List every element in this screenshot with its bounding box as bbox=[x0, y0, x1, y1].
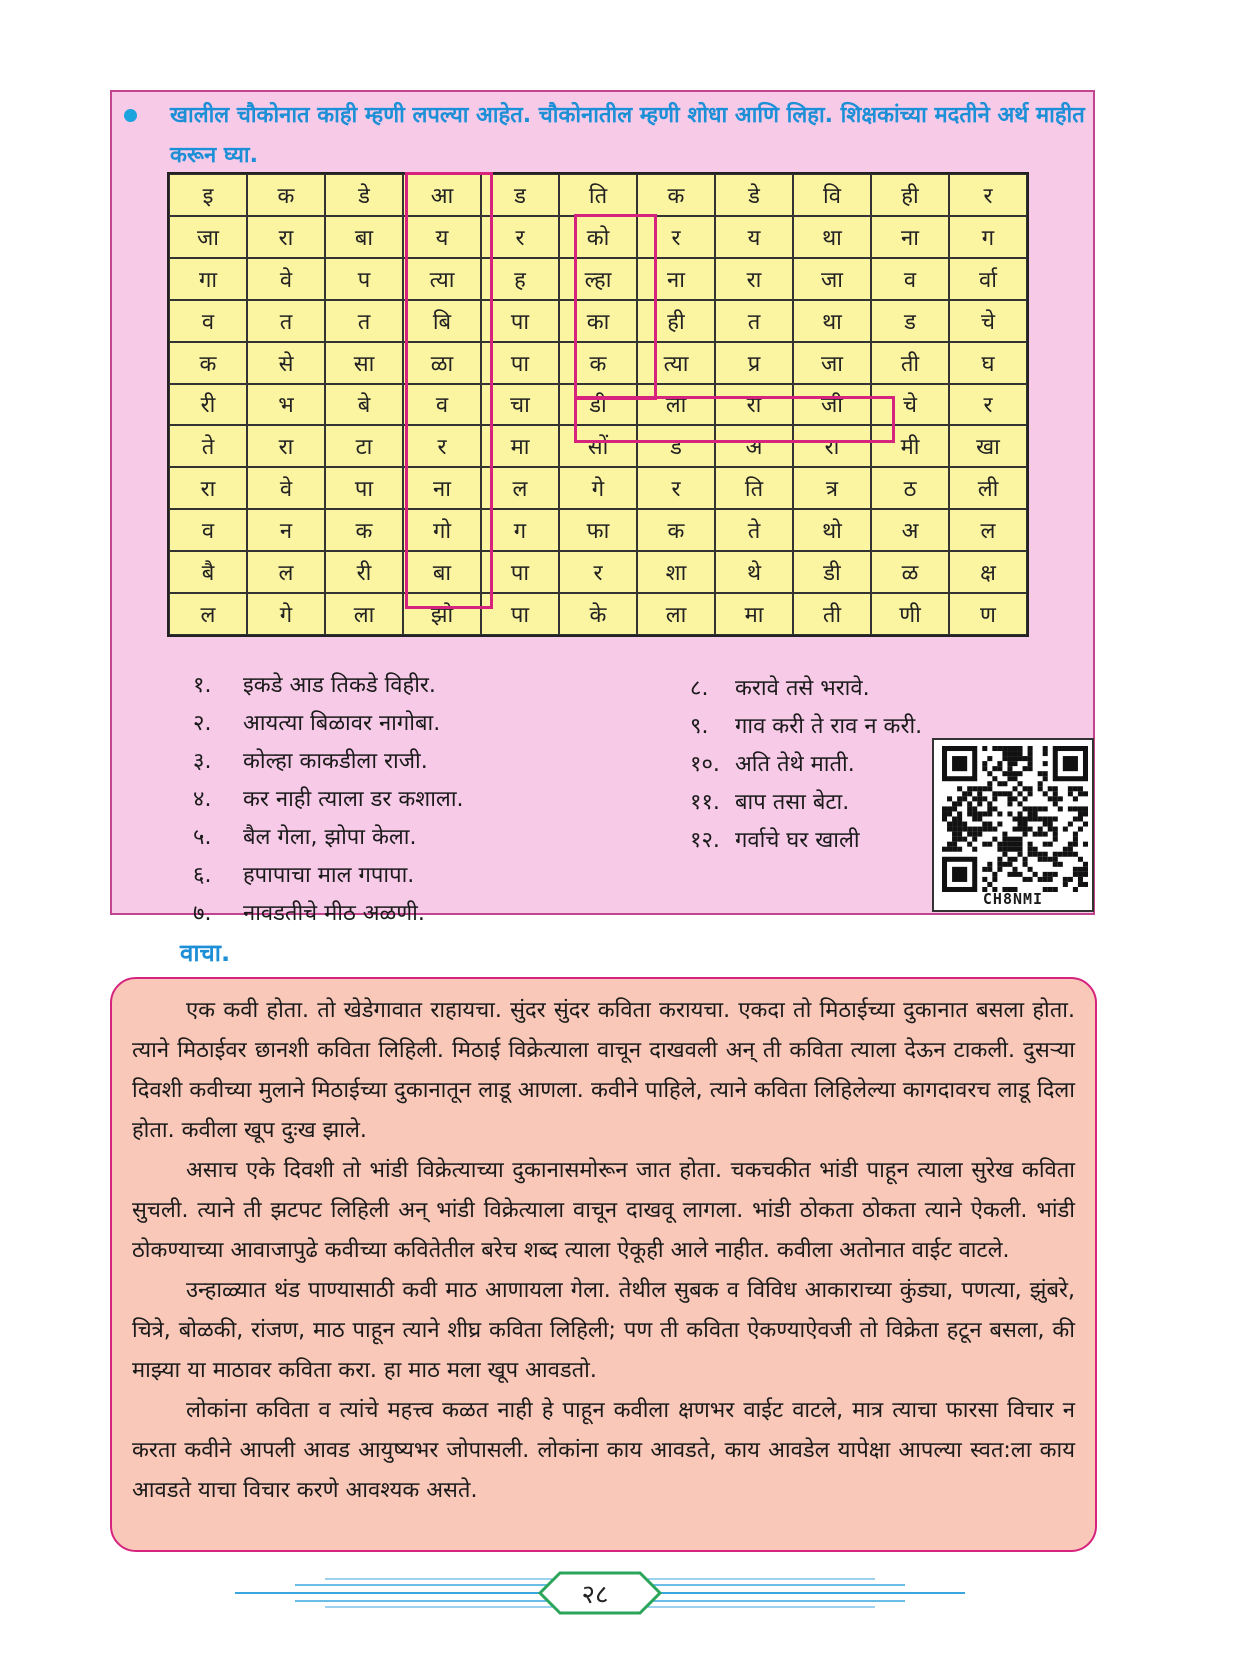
grid-cell: इ bbox=[169, 174, 247, 216]
grid-cell: मा bbox=[481, 425, 559, 467]
grid-cell: रा bbox=[247, 216, 325, 258]
proverb-text: नावडतीचे मीठ अळणी. bbox=[243, 901, 425, 926]
grid-cell: पा bbox=[481, 300, 559, 342]
grid-cell: गे bbox=[247, 593, 325, 635]
grid-cell: र bbox=[949, 384, 1027, 426]
proverb-item bbox=[690, 706, 922, 744]
proverb-number: ६. bbox=[193, 863, 212, 888]
proverb-item bbox=[193, 779, 464, 817]
grid-cell: ल bbox=[169, 593, 247, 635]
proverb-text: आयत्या बिळावर नागोबा. bbox=[243, 711, 441, 736]
grid-cell: र bbox=[559, 551, 637, 593]
grid-cell: व bbox=[403, 384, 481, 426]
grid-cell: ति bbox=[559, 174, 637, 216]
grid-cell: मी bbox=[871, 425, 949, 467]
proverb-item bbox=[193, 665, 464, 703]
grid-cell: भ bbox=[247, 384, 325, 426]
grid-cell: गा bbox=[169, 258, 247, 300]
grid-cell: ती bbox=[793, 593, 871, 635]
qr-code-icon bbox=[942, 746, 1088, 892]
grid-cell: रा bbox=[715, 258, 793, 300]
grid-cell: ड bbox=[481, 174, 559, 216]
grid-cell: के bbox=[559, 593, 637, 635]
grid-cell: त्र bbox=[793, 467, 871, 509]
proverb-item bbox=[690, 668, 922, 706]
proverb-text: कर नाही त्याला डर कशाला. bbox=[243, 787, 464, 812]
grid-cell: ठ bbox=[871, 467, 949, 509]
grid-cell: चा bbox=[481, 384, 559, 426]
grid-cell: रा bbox=[247, 425, 325, 467]
grid-cell: रा bbox=[715, 384, 793, 426]
proverb-number: १०. bbox=[690, 752, 720, 777]
proverb-item bbox=[690, 782, 922, 820]
proverb-list-right bbox=[690, 668, 922, 858]
proverb-item bbox=[193, 855, 464, 893]
grid-cell: त्या bbox=[637, 342, 715, 384]
grid-cell: प्र bbox=[715, 342, 793, 384]
proverb-number: ७. bbox=[193, 901, 212, 926]
grid-cell: ड bbox=[637, 425, 715, 467]
grid-cell: थे bbox=[715, 551, 793, 593]
grid-cell: गो bbox=[403, 509, 481, 551]
proverb-number: ११. bbox=[690, 790, 720, 815]
story-paragraph: लोकांना कविता व त्यांचे महत्त्व कळत नाही हे पाहून कवीला क्षणभर वाईट वाटले, मात्र त्याचा फारसा विचार न करता कवीने आपली आवड आयुष्यभर जोपासली. लोकांना काय आवडते, काय आवडेल यापेक्षा आपल्या स्वत:ला काय आवडते याचा विचार करणे आवश्यक असते. bbox=[132, 1398, 1075, 1503]
grid-cell: ल bbox=[247, 551, 325, 593]
grid-cell: य bbox=[403, 216, 481, 258]
grid-cell: क bbox=[559, 342, 637, 384]
story-paragraph: उन्हाळ्यात थंड पाण्यासाठी कवी माठ आणायला गेला. तेथील सुबक व विविध आकाराच्या कुंड्या, पणत्या, झुंबरे, चित्रे, बोळकी, रांजण, माठ पाहून त्याने शीघ्र कविता लिहिली; पण ती कविता ऐकण्याऐवजी तो विक्रेता हटून बसला, की माझ्या या माठावर कविता करा. हा माठ मला खूप आवडतो. bbox=[132, 1278, 1075, 1383]
proverb-number: १२. bbox=[690, 828, 720, 853]
grid-cell: ग bbox=[481, 509, 559, 551]
grid-cell: ल bbox=[949, 509, 1027, 551]
grid-cell: ल bbox=[481, 467, 559, 509]
grid-cell: ग bbox=[949, 216, 1027, 258]
proverb-number: ९. bbox=[690, 714, 709, 739]
reading-title: वाचा. bbox=[180, 939, 231, 967]
proverb-number: ४. bbox=[193, 787, 212, 812]
grid-cell: पा bbox=[481, 593, 559, 635]
grid-cell: से bbox=[247, 342, 325, 384]
grid-cell: पा bbox=[481, 342, 559, 384]
grid-cell: र bbox=[949, 174, 1027, 216]
grid-cell: त bbox=[715, 300, 793, 342]
grid-cell: ह bbox=[481, 258, 559, 300]
proverb-item bbox=[690, 744, 922, 782]
grid-cell: का bbox=[559, 300, 637, 342]
proverb-number: १. bbox=[193, 673, 212, 698]
grid-cell: व bbox=[169, 509, 247, 551]
grid-cell: आ bbox=[403, 174, 481, 216]
grid-cell: ल्हा bbox=[559, 258, 637, 300]
proverb-number: २. bbox=[193, 711, 212, 736]
grid-cell: जी bbox=[793, 384, 871, 426]
grid-cell: ला bbox=[325, 593, 403, 635]
proverb-number: ८. bbox=[690, 676, 709, 701]
grid-cell: क bbox=[637, 174, 715, 216]
grid-cell: घ bbox=[949, 342, 1027, 384]
grid-cell: वे bbox=[247, 258, 325, 300]
grid-cell: झो bbox=[403, 593, 481, 635]
grid-cell: था bbox=[793, 300, 871, 342]
grid-cell: ही bbox=[637, 300, 715, 342]
grid-cell: थो bbox=[793, 509, 871, 551]
grid-cell: ण bbox=[949, 593, 1027, 635]
grid-cell: फा bbox=[559, 509, 637, 551]
proverb-item bbox=[193, 703, 464, 741]
grid-cell: वे bbox=[247, 467, 325, 509]
proverb-item bbox=[193, 893, 464, 931]
page-number: २८ bbox=[581, 1580, 609, 1610]
grid-cell: रा bbox=[169, 467, 247, 509]
grid-cell: बा bbox=[325, 216, 403, 258]
grid-cell: खा bbox=[949, 425, 1027, 467]
grid-cell: र bbox=[481, 216, 559, 258]
grid-cell: व bbox=[871, 258, 949, 300]
grid-cell: क bbox=[247, 174, 325, 216]
grid-cell: सों bbox=[559, 425, 637, 467]
grid-cell: बि bbox=[403, 300, 481, 342]
grid-cell: अ bbox=[715, 425, 793, 467]
grid-cell: वि bbox=[793, 174, 871, 216]
grid-cell: क्ष bbox=[949, 551, 1027, 593]
grid-cell: ली bbox=[949, 467, 1027, 509]
grid-cell: र bbox=[637, 467, 715, 509]
grid-cell: अ bbox=[871, 509, 949, 551]
grid-cell: क bbox=[325, 509, 403, 551]
grid-cell: णी bbox=[871, 593, 949, 635]
grid-cell: ते bbox=[715, 509, 793, 551]
grid-cell: र्वा bbox=[949, 258, 1027, 300]
grid-cell: त bbox=[247, 300, 325, 342]
proverb-text: इकडे आड तिकडे विहीर. bbox=[243, 673, 436, 698]
grid-cell: बै bbox=[169, 551, 247, 593]
grid-cell: क bbox=[169, 342, 247, 384]
grid-cell: ड bbox=[871, 300, 949, 342]
grid-cell: प bbox=[325, 258, 403, 300]
story-paragraph: असाच एके दिवशी तो भांडी विक्रेत्याच्या दुकानासमोरून जात होता. चकचकीत भांडी पाहून त्याला सुरेख कविता सुचली. त्याने ती झटपट लिहिली अन् भांडी विक्रेत्याला वाचून दाखवू लागला. भांडी ठोकता ठोकता त्याने ऐकली. भांडी ठोकण्याच्या आवाजापुढे कवीच्या कवितेतील बरेच शब्द त्याला ऐकूही आले नाहीत. कवीला अतोनात वाईट वाटले. bbox=[132, 1158, 1075, 1263]
proverb-number: ३. bbox=[193, 749, 212, 774]
activity-instruction: खालील चौकोनात काही म्हणी लपल्या आहेत. चौकोनातील म्हणी शोधा आणि लिहा. शिक्षकांच्या मदतीने अर्थ माहीत करून घ्या. bbox=[170, 103, 1085, 168]
grid-cell: ना bbox=[871, 216, 949, 258]
grid-cell: शा bbox=[637, 551, 715, 593]
grid-cell: टा bbox=[325, 425, 403, 467]
grid-cell: य bbox=[715, 216, 793, 258]
grid-cell: ला bbox=[637, 384, 715, 426]
proverb-list-left bbox=[193, 665, 464, 931]
grid-cell: पा bbox=[325, 467, 403, 509]
grid-cell: डे bbox=[325, 174, 403, 216]
proverb-text: बैल गेला, झोपा केला. bbox=[243, 825, 417, 850]
grid-cell: जा bbox=[793, 342, 871, 384]
grid-cell: पा bbox=[481, 551, 559, 593]
grid-cell: त bbox=[325, 300, 403, 342]
grid-cell: रा bbox=[793, 425, 871, 467]
grid-cell: क bbox=[637, 509, 715, 551]
proverb-item bbox=[193, 817, 464, 855]
grid-cell: ला bbox=[637, 593, 715, 635]
grid-cell: को bbox=[559, 216, 637, 258]
grid-cell: डी bbox=[793, 551, 871, 593]
proverb-text: गर्वाचे घर खाली bbox=[735, 828, 860, 853]
qr-code-label: CH8NMI bbox=[982, 890, 1044, 908]
grid-cell: ही bbox=[871, 174, 949, 216]
grid-cell: री bbox=[325, 551, 403, 593]
grid-cell: चे bbox=[871, 384, 949, 426]
grid-cell: बा bbox=[403, 551, 481, 593]
grid-cell: सा bbox=[325, 342, 403, 384]
grid-cell: व bbox=[169, 300, 247, 342]
proverb-text: कोल्हा काकडीला राजी. bbox=[243, 749, 428, 774]
proverb-item bbox=[690, 820, 922, 858]
grid-cell: र bbox=[403, 425, 481, 467]
grid-cell: डी bbox=[559, 384, 637, 426]
qr-code[interactable] bbox=[932, 738, 1094, 912]
proverb-text: हपापाचा माल गपापा. bbox=[243, 863, 415, 888]
grid-cell: जा bbox=[793, 258, 871, 300]
grid-cell: ति bbox=[715, 467, 793, 509]
story-paragraph: एक कवी होता. तो खेडेगावात राहायचा. सुंदर सुंदर कविता करायचा. एकदा तो मिठाईच्या दुकानात बसला होता. त्याने मिठाईवर छानशी कविता लिहिली. मिठाई विक्रेत्याला वाचून दाखवली अन् ती कविता त्याला देऊन टाकली. दुसऱ्या दिवशी कवीच्या मुलाने मिठाईच्या दुकानातून लाडू आणला. कवीने पाहिले, त्याने कविता लिहिलेल्या कागदावरच लाडू दिला होता. कवीला खूप दुःख झाले. bbox=[132, 998, 1075, 1143]
grid-cell: चे bbox=[949, 300, 1027, 342]
grid-cell: री bbox=[169, 384, 247, 426]
grid-cell: मा bbox=[715, 593, 793, 635]
grid-cell: त्या bbox=[403, 258, 481, 300]
grid-cell: ते bbox=[169, 425, 247, 467]
grid-cell: ती bbox=[871, 342, 949, 384]
grid-cell: डे bbox=[715, 174, 793, 216]
proverb-text: गाव करी ते राव न करी. bbox=[735, 714, 923, 739]
grid-cell: ना bbox=[403, 467, 481, 509]
proverb-item bbox=[193, 741, 464, 779]
proverb-text: करावे तसे भरावे. bbox=[735, 676, 870, 701]
grid-cell: र bbox=[637, 216, 715, 258]
proverb-text: अति तेथे माती. bbox=[735, 752, 855, 777]
proverb-number: ५. bbox=[193, 825, 212, 850]
story-box bbox=[110, 977, 1097, 1552]
grid-cell: ळा bbox=[403, 342, 481, 384]
grid-cell: जा bbox=[169, 216, 247, 258]
grid-cell: गे bbox=[559, 467, 637, 509]
word-search-grid bbox=[167, 172, 1029, 637]
grid-cell: बे bbox=[325, 384, 403, 426]
proverb-text: बाप तसा बेटा. bbox=[735, 790, 850, 815]
grid-cell: न bbox=[247, 509, 325, 551]
grid-cell: था bbox=[793, 216, 871, 258]
bullet-icon bbox=[124, 109, 137, 122]
grid-cell: ळ bbox=[871, 551, 949, 593]
grid-cell: ना bbox=[637, 258, 715, 300]
